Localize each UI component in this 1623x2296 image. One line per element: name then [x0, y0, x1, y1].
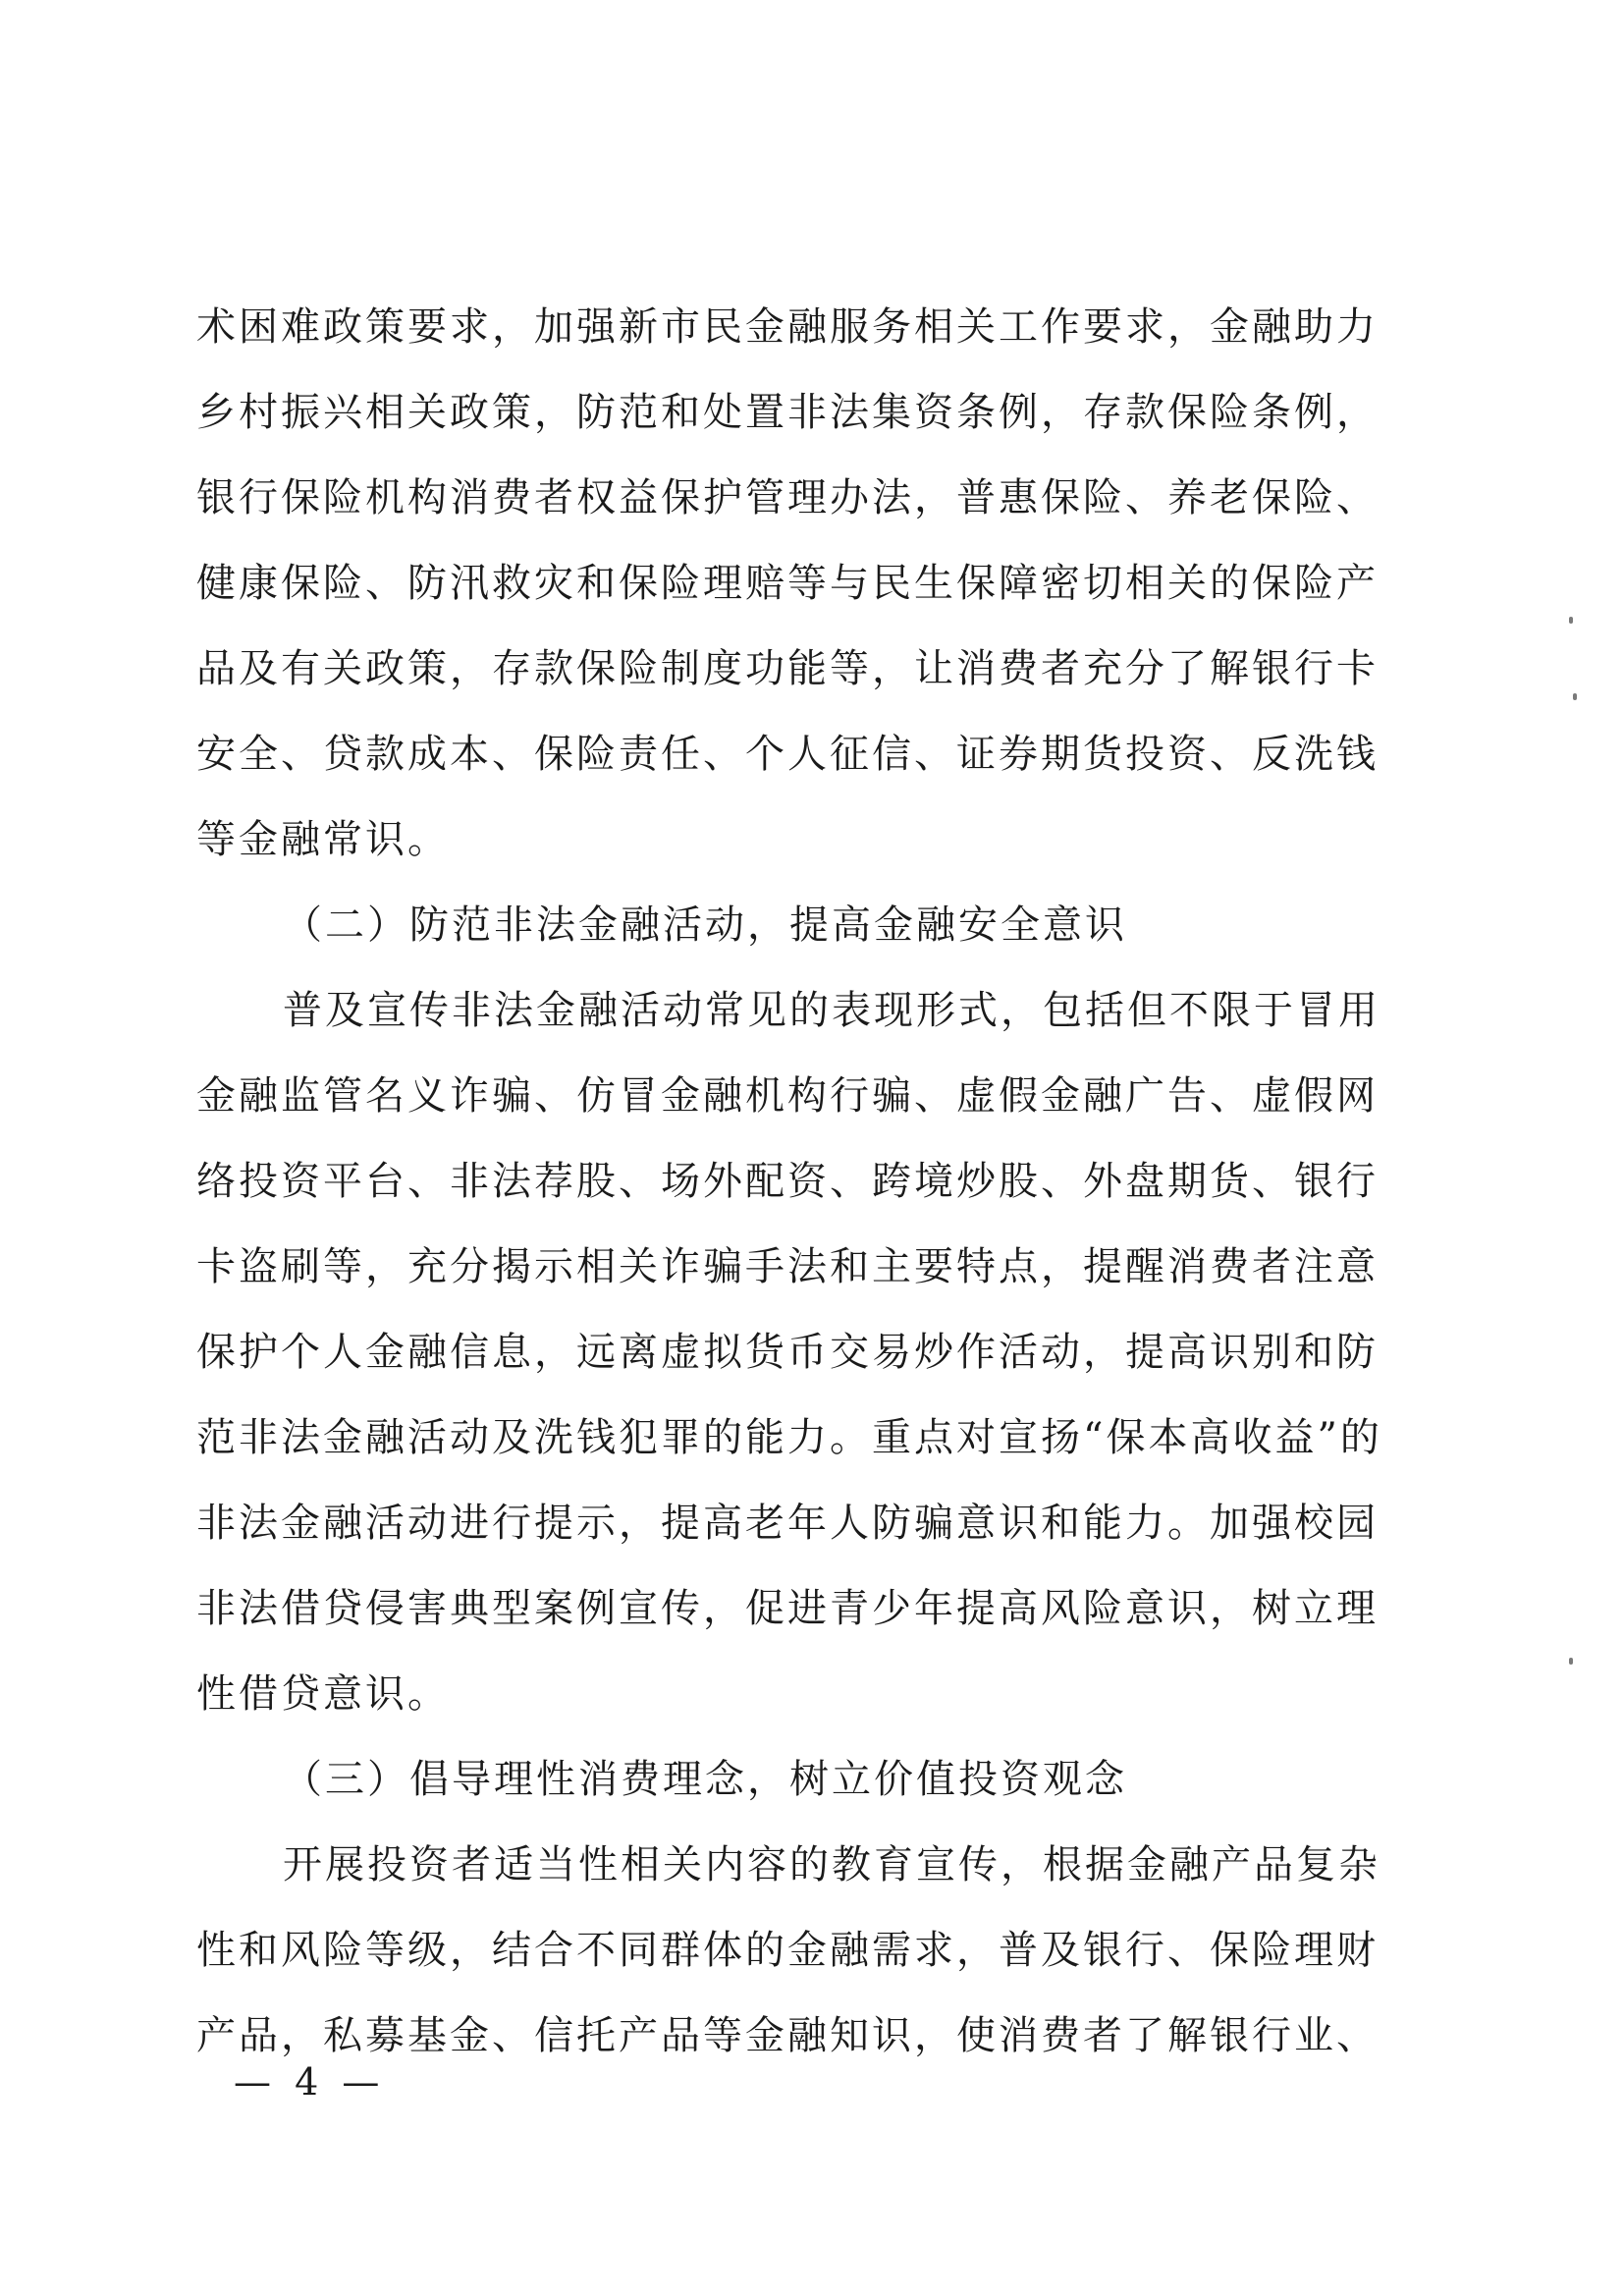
- paragraph-line: 非法金融活动进行提示，提高老年人防骗意识和能力。加强校园: [196, 1501, 1379, 1546]
- paragraph-line: 范非法金融活动及洗钱犯罪的能力。重点对宣扬“保本高收益”的: [196, 1415, 1382, 1460]
- body-text: [196, 285, 1382, 2079]
- paragraph-line: 非法借贷侵害典型案例宣传，促进青少年提高风险意识，树立理: [196, 1586, 1379, 1631]
- paragraph-line: 卡盗刷等，充分揭示相关诈骗手法和主要特点，提醒消费者注意: [196, 1244, 1379, 1289]
- paragraph-line: 品及有关政策，存款保险制度功能等，让消费者充分了解银行卡: [196, 646, 1379, 691]
- paragraph-line: 络投资平台、非法荐股、场外配资、跨境炒股、外盘期货、银行: [196, 1159, 1379, 1204]
- scan-speck: [1569, 617, 1573, 624]
- paragraph-line: 金融监管名义诈骗、仿冒金融机构行骗、虚假金融广告、虚假网: [196, 1073, 1379, 1119]
- paragraph-line: 银行保险机构消费者权益保护管理办法，普惠保险、养老保险、: [196, 475, 1379, 520]
- paragraph-line: 开展投资者适当性相关内容的教育宣传，根据金融产品复杂: [283, 1842, 1380, 1887]
- paragraph-line: 保护个人金融信息，远离虚拟货币交易炒作活动，提高识别和防: [196, 1330, 1379, 1375]
- paragraph-line: 等金融常识。: [196, 817, 450, 862]
- paragraph-line: 普及宣传非法金融活动常见的表现形式，包括但不限于冒用: [283, 988, 1380, 1033]
- section-heading-2: （二）防范非法金融活动，提高金融安全意识: [283, 902, 1127, 948]
- paragraph-line: 性借贷意识。: [196, 1671, 450, 1717]
- page-number: — 4 —: [234, 2060, 386, 2104]
- section-heading-3: （三）倡导理性消费理念，树立价值投资观念: [283, 1757, 1127, 1802]
- paragraph-line: 乡村振兴相关政策，防范和处置非法集资条例，存款保险条例，: [196, 390, 1379, 435]
- paragraph-line: 性和风险等级，结合不同群体的金融需求，普及银行、保险理财: [196, 1928, 1379, 1973]
- paragraph-line: 术困难政策要求，加强新市民金融服务相关工作要求，金融助力: [196, 304, 1379, 350]
- paragraph-line: 安全、贷款成本、保险责任、个人征信、证券期货投资、反洗钱: [196, 732, 1379, 777]
- scan-speck: [1573, 693, 1577, 700]
- scan-speck: [1569, 1658, 1573, 1665]
- paragraph-line: 产品，私募基金、信托产品等金融知识，使消费者了解银行业、: [196, 2013, 1379, 2058]
- paragraph-line: 健康保险、防汛救灾和保险理赔等与民生保障密切相关的保险产: [196, 561, 1379, 606]
